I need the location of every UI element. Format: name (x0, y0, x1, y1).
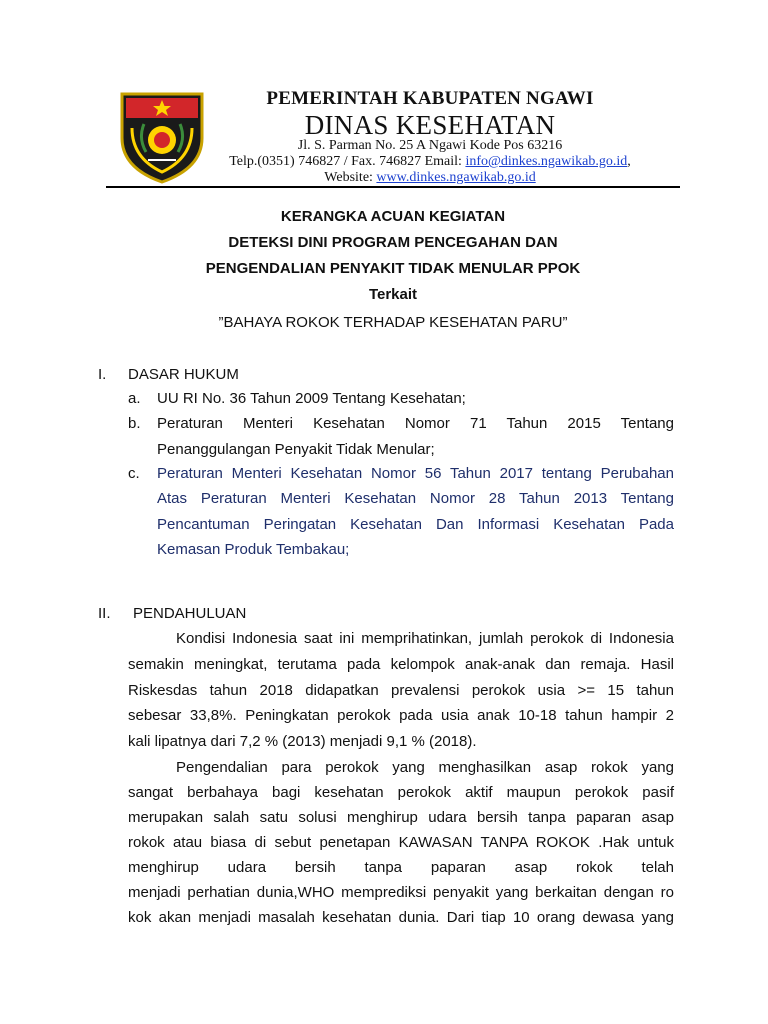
agency-name: DINAS KESEHATAN (304, 110, 556, 140)
website-line (180, 170, 680, 186)
letterhead-divider (106, 186, 680, 188)
list-item-text: Peraturan Menteri Kesehatan Nomor 56 Tahun 2017 tentang Perubahan (157, 465, 674, 482)
section2-heading: PENDAHULUAN (133, 605, 247, 622)
contact-line (180, 154, 680, 170)
doc-subtitle: ”BAHAYA ROKOK TERHADAP KESEHATAN PARU” (218, 314, 568, 331)
phone-fax: Telp.(0351) 746827 / Fax. 746827 Email: (229, 154, 466, 169)
paragraph-line: menghirup udara bersih tanpa paparan asap rokok telah (128, 859, 674, 876)
list-item-text: Kemasan Produk Tembakau; (157, 541, 350, 558)
paragraph-line: menjadi perhatian dunia,WHO memprediksi penyakit yang berkaitan dengan ro (128, 884, 674, 901)
paragraph-line: sebesar 33,8%. Peningkatan perokok pada usia anak 10-18 tahun hampir 2 (128, 707, 674, 724)
doc-title-3: PENGENDALIAN PENYAKIT TIDAK MENULAR PPOK (205, 260, 581, 277)
doc-title-2: DETEKSI DINI PROGRAM PENCEGAHAN DAN (228, 234, 558, 251)
list-marker: c. (128, 465, 140, 482)
paragraph-line: kok akan menjadi masalah kesehatan dunia. Dari tiap 10 orang dewasa yang (128, 909, 674, 926)
section1-number: I. (98, 366, 107, 383)
website-link[interactable]: www.dinkes.ngawikab.go.id (376, 170, 536, 185)
paragraph-line: Kondisi Indonesia saat ini memprihatinkan, jumlah perokok di Indonesia (176, 630, 674, 647)
government-name: PEMERINTAH KABUPATEN NGAWI (266, 88, 594, 109)
list-marker: b. (128, 415, 141, 432)
list-item-text: UU RI No. 36 Tahun 2009 Tentang Kesehatan; (157, 390, 466, 407)
paragraph-line: kali lipatnya dari 7,2 % (2013) menjadi 9,1 % (2018). (128, 733, 477, 750)
email-suffix: , (627, 154, 631, 169)
list-marker: a. (128, 390, 141, 407)
paragraph-line: rokok atau biasa di sebut penetapan KAWASAN TANPA ROKOK .Hak untuk (128, 834, 674, 851)
doc-title-4: Terkait (368, 286, 418, 303)
email-link[interactable]: info@dinkes.ngawikab.go.id (465, 154, 628, 169)
letterhead (0, 0, 768, 190)
list-item-text: Penanggulangan Penyakit Tidak Menular; (157, 441, 435, 458)
address: Jl. S. Parman No. 25 A Ngawi Kode Pos 63216 (297, 138, 563, 153)
list-item-text: Peraturan Menteri Kesehatan Nomor 71 Tahun 2015 Tentang (157, 415, 674, 432)
list-item-text: Atas Peraturan Menteri Kesehatan Nomor 28 Tahun 2013 Tentang (157, 490, 674, 507)
paragraph-line: merupakan salah satu solusi menghirup udara bersih tanpa paparan asap (128, 809, 674, 826)
section1-heading: DASAR HUKUM (128, 366, 239, 383)
paragraph-line: Pengendalian para perokok yang menghasilkan asap rokok yang (176, 759, 674, 776)
paragraph-line: semakin meningkat, terutama pada kelompok anak-anak dan remaja. Hasil (128, 656, 674, 673)
website-label: Website: (324, 170, 377, 185)
paragraph-line: Riskesdas tahun 2018 didapatkan prevalensi perokok usia >= 15 tahun (128, 682, 674, 699)
section2-number: II. (98, 605, 111, 622)
list-item-text: Pencantuman Peringatan Kesehatan Dan Informasi Kesehatan Pada (157, 516, 674, 533)
paragraph-line: sangat berbahaya bagi kesehatan perokok aktif maupun perokok pasif (128, 784, 674, 801)
doc-title-1: KERANGKA ACUAN KEGIATAN (280, 208, 506, 225)
